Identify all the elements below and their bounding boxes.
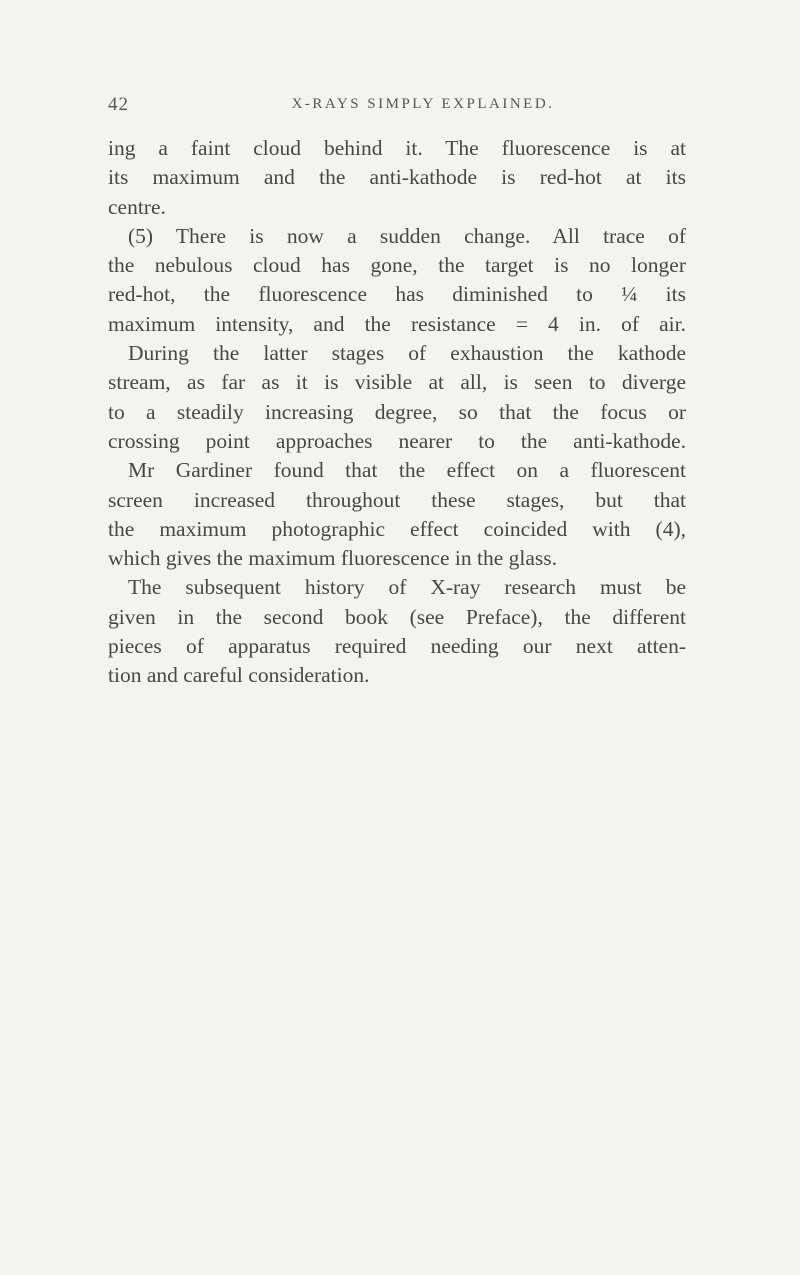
text-line: which gives the maximum fluorescence in the glass.	[108, 546, 557, 571]
body-text	[108, 134, 686, 691]
text-line: maximum intensity, and the resistance = 4 in. of air.	[108, 311, 686, 336]
text-line: During the latter stages of exhaustion the kathode	[128, 341, 686, 366]
text-line: screen increased throughout these stages, but that	[108, 487, 686, 512]
running-head: X-RAYS SIMPLY EXPLAINED.	[291, 96, 555, 112]
text-line: given in the second book (see Preface), the different	[108, 604, 686, 629]
text-line: crossing point approaches nearer to the anti-kathode.	[108, 428, 686, 453]
text-line: pieces of apparatus required needing our next atten-	[108, 634, 686, 659]
text-line: its maximum and the anti-kathode is red-hot at its	[108, 165, 686, 190]
text-line: to a steadily increasing degree, so that the focus or	[108, 399, 686, 424]
text-line: red-hot, the fluorescence has diminished to ¼ its	[108, 282, 686, 307]
text-line: the nebulous cloud has gone, the target is no longer	[108, 253, 686, 278]
text-line: tion and careful consideration.	[108, 663, 370, 688]
text-line: ing a faint cloud behind it. The fluorescence is at	[108, 136, 686, 160]
text-line: Mr Gardiner found that the effect on a fluorescent	[128, 458, 686, 483]
text-line: The subsequent history of X-ray research must be	[128, 575, 686, 600]
text-line: stream, as far as it is visible at all, is seen to diverge	[108, 370, 686, 395]
text-line: the maximum photographic effect coincided with (4),	[108, 516, 686, 541]
page-header	[108, 94, 688, 118]
text-line: (5) There is now a sudden change. All trace of	[128, 223, 686, 248]
page-number: 42	[108, 94, 129, 115]
text-line: centre.	[108, 194, 166, 219]
